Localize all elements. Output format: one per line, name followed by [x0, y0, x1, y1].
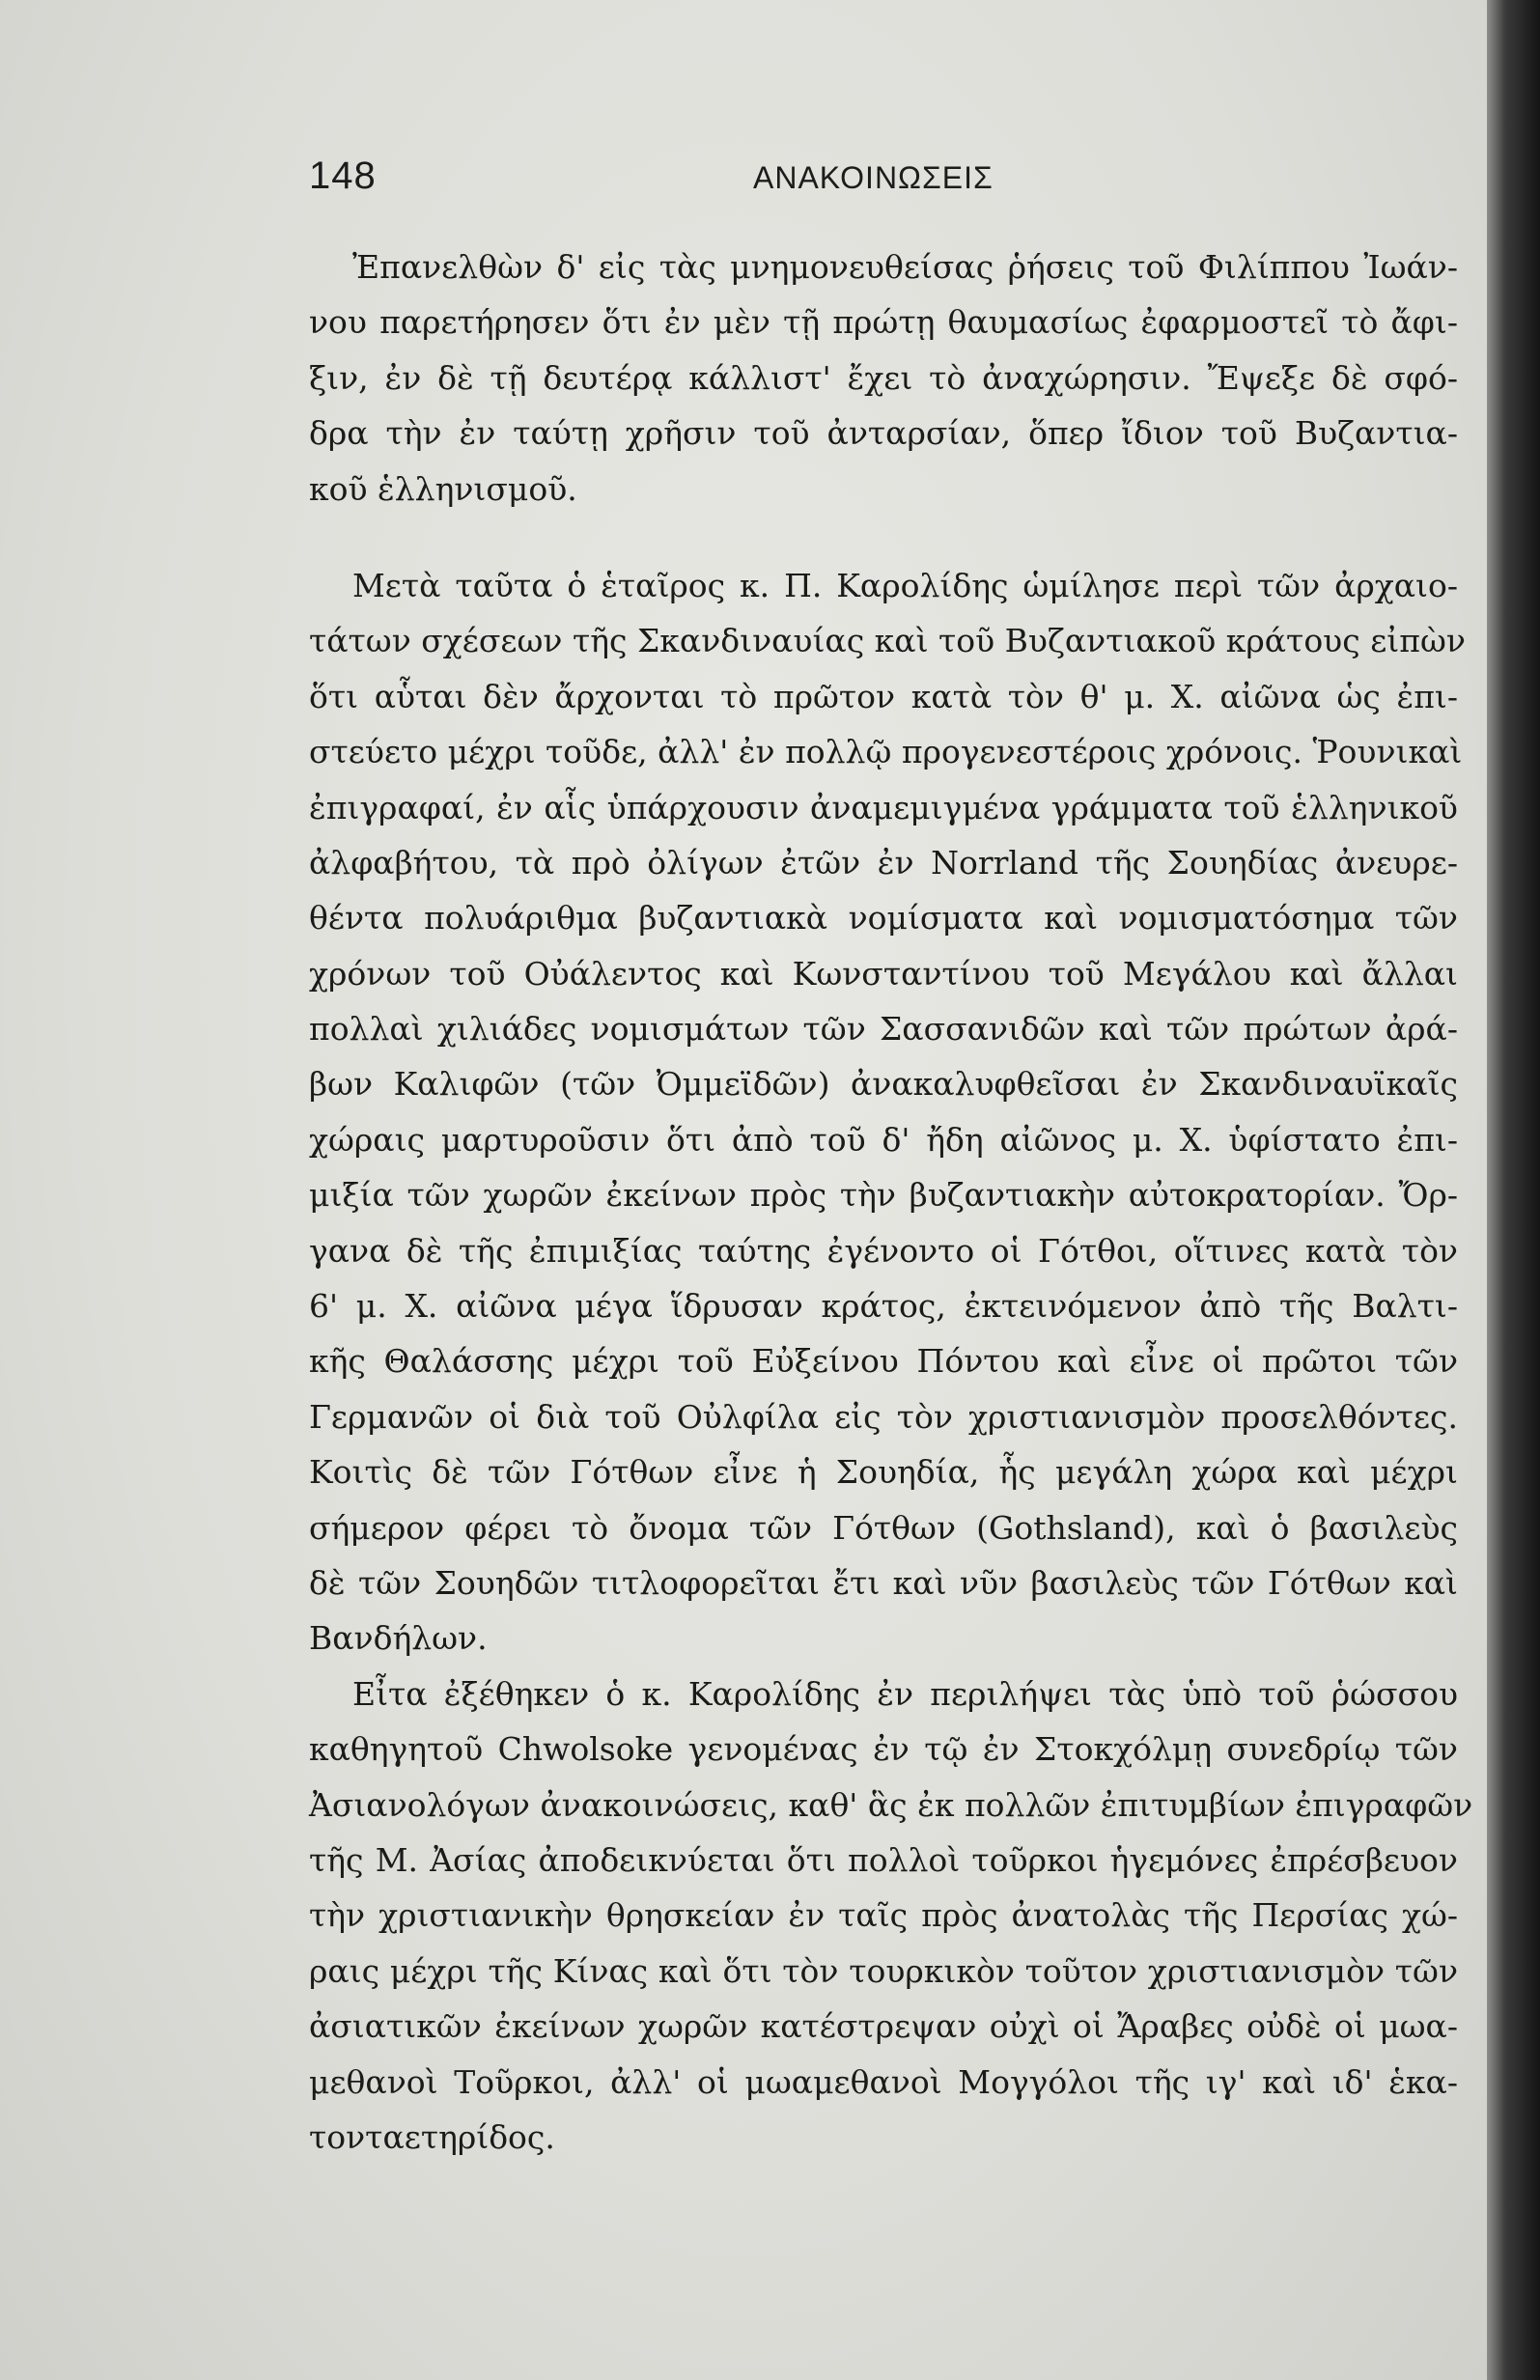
text-line: τάτων σχέσεων τῆς Σκανδιναυίας καὶ τοῦ Βυζαντιακοῦ κράτους εἰπὼν — [309, 622, 1466, 660]
text-line: μιξία τῶν χωρῶν ἐκείνων πρὸς τὴν βυζαντιακὴν αὐτοκρατορίαν. Ὄρ- — [309, 1176, 1458, 1215]
text-line: ξιν, ἐν δὲ τῇ δευτέρᾳ κάλλιστ' ἔχει τὸ ἀναχώρησιν. Ἔψεξε δὲ σφό- — [309, 358, 1458, 397]
text-line: Ἐπανελθὼν δ' εἰς τὰς μνημονευθείσας ῥήσεις τοῦ Φιλίππου Ἰωάν- — [352, 248, 1458, 286]
text-line: νου παρετήρησεν ὅτι ἐν μὲν τῇ πρώτῃ θαυμασίως ἐφαρμοστεῖ τὸ ἄφι- — [309, 303, 1458, 342]
text-line: κῆς Θαλάσσης μέχρι τοῦ Εὐξείνου Πόντου καὶ εἶνε οἱ πρῶτοι τῶν — [309, 1342, 1458, 1381]
text-line: 6' μ. Χ. αἰῶνα μέγα ἵδρυσαν κράτος, ἐκτεινόμενον ἀπὸ τῆς Βαλτι- — [309, 1287, 1458, 1326]
text-line: γανα δὲ τῆς ἐπιμιξίας ταύτης ἐγένοντο οἱ Γότθοι, οἵτινες κατὰ τὸν — [309, 1231, 1458, 1270]
text-line: δὲ τῶν Σουηδῶν τιτλοφορεῖται ἔτι καὶ νῦν βασιλεὺς τῶν Γότθων καὶ — [309, 1563, 1458, 1602]
text-line: δρα τὴν ἐν ταύτῃ χρῆσιν τοῦ ἀνταρσίαν, ὅπερ ἴδιον τοῦ Βυζαντια- — [309, 414, 1458, 453]
text-line: τὴν χριστιανικὴν θρησκείαν ἐν ταῖς πρὸς ἀνατολὰς τῆς Περσίας χώ- — [309, 1896, 1458, 1935]
page-header — [309, 154, 1439, 212]
text-line: ἀλφαβήτου, τὰ πρὸ ὀλίγων ἐτῶν ἐν Norrland τῆς Σουηδίας ἀνευρε- — [309, 843, 1458, 882]
text-line: Μετὰ ταῦτα ὁ ἑταῖρος κ. Π. Καρολίδης ὡμίλησε περὶ τῶν ἀρχαιο- — [352, 566, 1458, 604]
text-line: ραις μέχρι τῆς Κίνας καὶ ὅτι τὸν τουρκικὸν τοῦτον χριστιανισμὸν τῶν — [309, 1951, 1458, 1990]
running-title: ΑΝΑΚΟΙΝΩΣΕΙΣ — [753, 160, 994, 195]
text-line: χώραις μαρτυροῦσιν ὅτι ἀπὸ τοῦ δ' ἤδη αἰῶνος μ. Χ. ὑφίστατο ἐπι- — [309, 1120, 1458, 1159]
text-line: καθηγητοῦ Chwolsoke γενομένας ἐν τῷ ἐν Στοκχόλμῃ συνεδρίῳ τῶν — [309, 1730, 1458, 1769]
page-number: 148 — [309, 154, 377, 197]
text-line: χρόνων τοῦ Οὐάλεντος καὶ Κωνσταντίνου τοῦ Μεγάλου καὶ ἄλλαι — [309, 954, 1458, 993]
text-line: Γερμανῶν οἱ διὰ τοῦ Οὐλφίλα εἰς τὸν χριστιανισμὸν προσελθόντες. — [309, 1397, 1458, 1436]
text-line: στεύετο μέχρι τοῦδε, ἀλλ' ἐν πολλῷ προγενεστέροις χρόνοις. Ῥουνικαὶ — [309, 733, 1463, 771]
text-line: θέντα πολυάριθμα βυζαντιακὰ νομίσματα καὶ νομισματόσημα τῶν — [309, 899, 1458, 938]
text-line: τῆς Μ. Ἀσίας ἀποδεικνύεται ὅτι πολλοὶ τοῦρκοι ἡγεμόνες ἐπρέσβευον — [309, 1840, 1458, 1879]
text-line: ἀσιατικῶν ἐκείνων χωρῶν κατέστρεψαν οὐχὶ οἱ Ἄραβες οὐδὲ οἱ μωα- — [309, 2007, 1458, 2046]
text-line: τονταετηρίδος. — [309, 2117, 555, 2156]
text-line: Εἶτα ἐξέθηκεν ὁ κ. Καρολίδης ἐν περιλήψει τὰς ὑπὸ τοῦ ῥώσσου — [352, 1674, 1458, 1713]
text-line: Κοιτὶς δὲ τῶν Γότθων εἶνε ἡ Σουηδία, ἧς μεγάλη χώρα καὶ μέχρι — [309, 1453, 1458, 1492]
text-line: σήμερον φέρει τὸ ὄνομα τῶν Γότθων (Gothsland), καὶ ὁ βασιλεὺς — [309, 1508, 1458, 1547]
text-line: ὅτι αὗται δὲν ἄρχονται τὸ πρῶτον κατὰ τὸν θ' μ. Χ. αἰῶνα ὡς ἐπι- — [309, 677, 1458, 715]
text-line: βων Καλιφῶν (τῶν Ὀμμεϊδῶν) ἀνακαλυφθεῖσαι ἐν Σκανδιναυϊκαῖς — [309, 1065, 1458, 1104]
body-text — [309, 239, 1473, 2165]
text-line: ἐπιγραφαί, ἐν αἷς ὑπάρχουσιν ἀναμεμιγμένα γράμματα τοῦ ἑλληνικοῦ — [309, 788, 1458, 826]
paragraph-gap — [309, 517, 1458, 558]
text-line: πολλαὶ χιλιάδες νομισμάτων τῶν Σασσανιδῶν καὶ τῶν πρώτων ἀρά- — [309, 1010, 1458, 1049]
text-line: Βανδήλων. — [309, 1619, 488, 1658]
text-line: κοῦ ἑλληνισμοῦ. — [309, 469, 577, 508]
text-line: Ἀσιανολόγων ἀνακοινώσεις, καθ' ἃς ἐκ πολλῶν ἐπιτυμβίων ἐπιγραφῶν — [309, 1785, 1473, 1824]
book-spine-shadow — [1487, 0, 1540, 2380]
text-line: μεθανοὶ Τοῦρκοι, ἀλλ' οἱ μωαμεθανοὶ Μογγόλοι τῆς ιγ' καὶ ιδ' ἑκα- — [309, 2062, 1458, 2101]
